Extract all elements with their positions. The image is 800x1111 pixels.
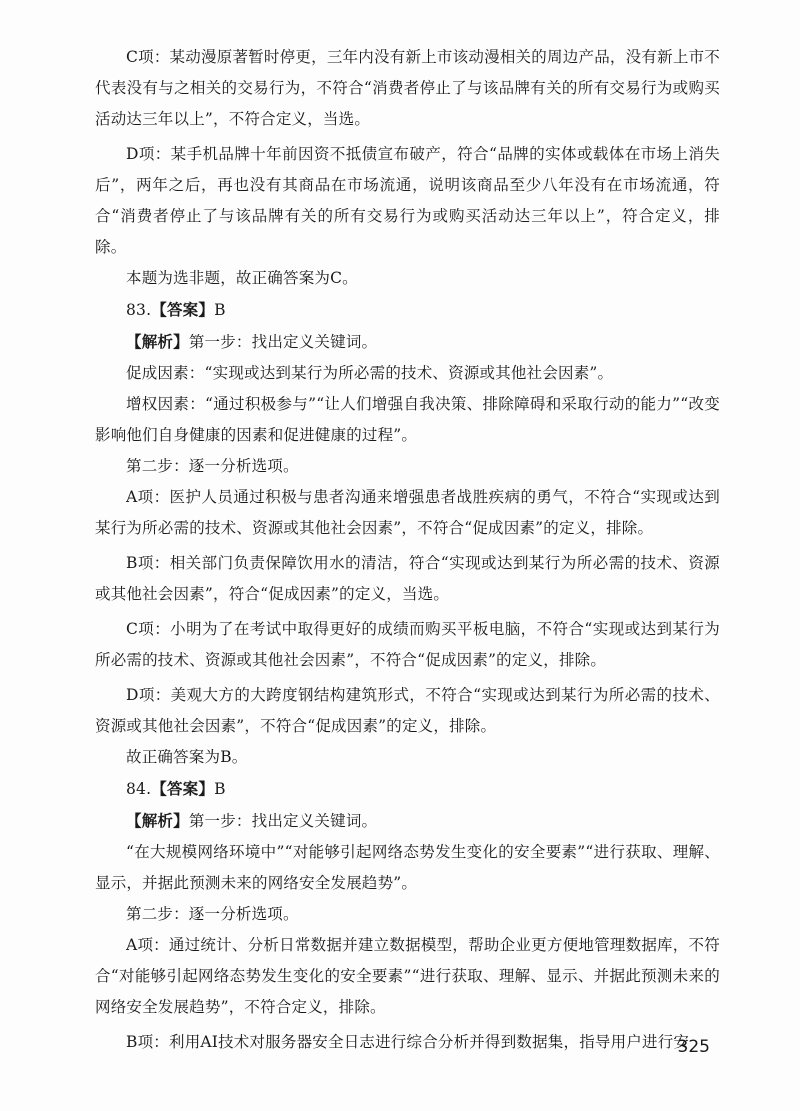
conclusion-q82: 本题为选非题，故正确答案为C。 [126,269,358,287]
answer-line-q83 [95,294,720,326]
step-two-q84: 第二步：逐一分析选项。 [126,905,299,923]
option-c-analysis-q83: C项：小明为了在考试中取得更好的成绩而购买平板电脑，不符合“实现或达到某行为所必需的技术、资源或其他社会因素”，不符合“促成因素”的定义，排除。 [95,620,720,669]
question-number: 84. [126,780,152,798]
answer-explanation-body [95,42,720,1058]
analysis-step-text: 第一步：找出定义关键词。 [188,333,378,351]
keywords-q84: “在大规模网络环境中”“对能够引起网络态势发生变化的安全要素”“进行获取、理解、显示，并据此预测未来的网络安全发展趋势”。 [95,843,720,892]
answer-value: B [214,780,226,798]
answer-label: 【答案】 [151,779,215,798]
option-a-analysis-q84: A项：通过统计、分析日常数据并建立数据模型，帮助企业更方便地管理数据库，不符合“对能够引起网络态势发生变化的安全要素”“进行获取、理解、显示、并据此预测未来的网络安全发展趋势”，不符合定义，排除。 [95,936,720,1016]
answer-label: 【答案】 [151,300,215,319]
option-a-analysis-q83: A项：医护人员通过积极与患者沟通来增强患者战胜疾病的勇气，不符合“实现或达到某行为所必需的技术、资源或其他社会因素”，不符合“促成因素”的定义，排除。 [95,488,720,537]
analysis-label: 【解析】 [126,332,189,351]
option-b-analysis-q84: B项：利用AI技术对服务器安全日志进行综合分析并得到数据集，指导用户进行安 [126,1033,690,1051]
question-number: 83. [126,301,152,319]
option-d-analysis-q83: D项：美观大方的大跨度钢结构建筑形式，不符合“实现或达到某行为所必需的技术、资源或其他社会因素”，不符合“促成因素”的定义，排除。 [95,686,720,735]
analysis-label: 【解析】 [126,811,189,830]
answer-line-q84 [95,773,720,805]
answer-value: B [214,301,226,319]
page-number: 325 [677,1037,710,1057]
option-b-analysis-q83: B项：相关部门负责保障饮用水的清洁，符合“实现或达到某行为所必需的技术、资源或其他社会因素”，符合“促成因素”的定义，当选。 [95,554,720,603]
step-two-q83: 第二步：逐一分析选项。 [126,457,299,475]
option-c-analysis-q82: C项：某动漫原著暂时停更，三年内没有新上市该动漫相关的周边产品，没有新上市不代表没有与之相关的交易行为，不符合“消费者停止了与该品牌有关的所有交易行为或购买活动达三年以上”，不符合定义，当选。 [95,48,720,128]
conclusion-q83: 故正确答案为B。 [126,748,248,766]
keyword-empowering-factor: 增权因素：“通过积极参与”“让人们增强自我决策、排除障碍和采取行动的能力”“改变影响他们自身健康的因素和促进健康的过程”。 [95,395,720,444]
option-d-analysis-q82: D项：某手机品牌十年前因资不抵债宣布破产，符合“品牌的实体或载体在市场上消失后”，两年之后，再也没有其商品在市场流通，说明该商品至少八年没有在市场流通，符合“消费者停止了与该品牌有关的所有交易行为或购买活动达三年以上”，符合定义，排除。 [95,145,720,256]
analysis-line-q83 [95,326,720,358]
keyword-promoting-factor: 促成因素：“实现或达到某行为所必需的技术、资源或其他社会因素”。 [126,364,614,382]
analysis-line-q84 [95,805,720,837]
analysis-step-text: 第一步：找出定义关键词。 [188,812,378,830]
